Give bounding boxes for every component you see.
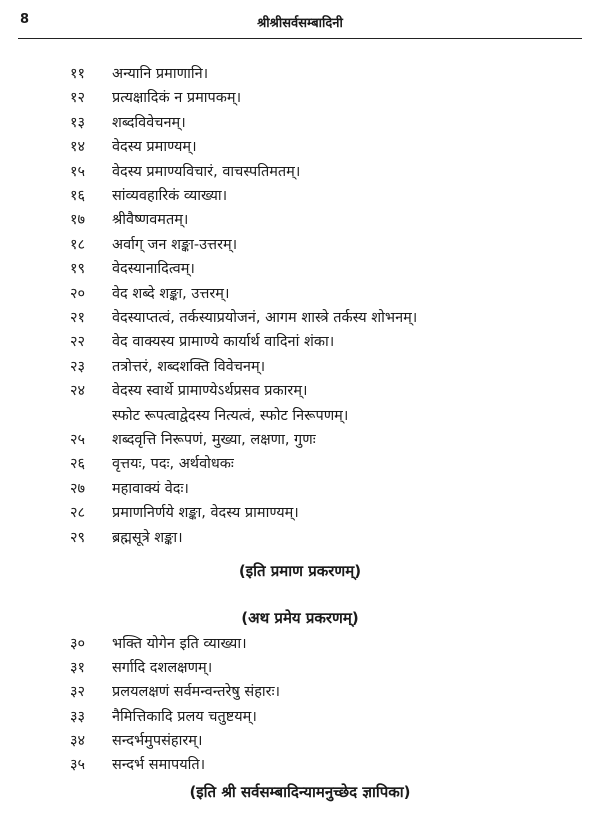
toc-entry	[70, 184, 227, 208]
toc-entry	[70, 355, 265, 379]
entry-number: ३५	[70, 757, 86, 773]
entry-text: वेद वाक्यस्य प्रामाण्ये कार्यार्थ वादिनां शंका।	[112, 334, 335, 350]
toc-entry	[70, 233, 237, 257]
toc-entry	[70, 705, 257, 729]
toc-entry	[70, 753, 205, 777]
toc-entry	[70, 428, 316, 452]
entry-number: ११	[70, 66, 86, 82]
entry-text: शब्दविवेचनम्।	[112, 115, 186, 131]
entry-number: ३४	[70, 733, 86, 749]
toc-entry	[70, 477, 189, 501]
entry-number: २६	[70, 456, 86, 472]
entry-text: वेदस्य स्वार्थे प्रामाण्येऽर्थप्रसव प्रकारम्।	[112, 383, 308, 399]
toc-entry	[70, 501, 299, 525]
toc-entry	[70, 452, 234, 476]
entry-number: २५	[70, 432, 86, 448]
running-title: श्रीश्रीसर्वसम्बादिनी	[257, 16, 343, 31]
entry-text: प्रलयलक्षणं सर्वमन्वन्तरेषु संहारः।	[112, 684, 281, 700]
entry-text: तत्रोत्तरं, शब्दशक्ति विवेचनम्।	[112, 359, 266, 375]
toc-entry	[70, 656, 212, 680]
entry-text: सन्दर्भ समापयति।	[112, 757, 206, 773]
entry-text: स्फोट रूपत्वाद्वेदस्य नित्यत्वं, स्फोट निरूपणम्।	[112, 408, 349, 424]
entry-number: १७	[70, 212, 86, 228]
entry-text: अन्यानि प्रमाणानि।	[112, 66, 209, 82]
entry-text: शब्दवृत्ति निरूपणं, मुख्या, लक्षणा, गुणः	[112, 432, 316, 448]
entry-text: महावाक्यं वेदः।	[112, 481, 189, 497]
entry-text: वृत्तयः, पदः, अर्थवोधकः	[112, 456, 234, 472]
entry-number: १९	[70, 261, 86, 277]
entry-number: २२	[70, 334, 86, 350]
entry-number: १६	[70, 188, 86, 204]
entry-text: वेद शब्दे शङ्का, उत्तरम्।	[112, 286, 230, 302]
entry-text: वेदस्य प्रमाण्यविचारं, वाचस्पतिमतम्।	[112, 164, 301, 180]
entry-number: ३३	[70, 709, 86, 725]
toc-entry	[70, 257, 195, 281]
entry-text: सांव्यवहारिकं व्याख्या।	[112, 188, 228, 204]
entry-text: प्रत्यक्षादिकं न प्रमापकम्।	[112, 90, 242, 106]
entry-number: २३	[70, 359, 86, 375]
entry-number: ३०	[70, 636, 86, 652]
entry-text: अर्वाग् जन शङ्का-उत्तरम्।	[112, 237, 238, 253]
toc-entry	[70, 135, 197, 159]
entry-text: ब्रह्मसूत्रे शङ्का।	[112, 530, 183, 546]
entry-text: श्रीवैष्णवमतम्।	[112, 212, 189, 228]
toc-entry	[70, 208, 188, 232]
entry-number: २०	[70, 286, 86, 302]
toc-entry	[70, 729, 202, 753]
section-closing: (इति श्री सर्वसम्बादिन्यामनुच्छेद ज्ञापिका)	[189, 783, 411, 801]
toc-entry	[70, 111, 186, 135]
toc-entry	[70, 62, 208, 86]
entry-number: २८	[70, 505, 86, 521]
toc-entry	[70, 160, 300, 184]
entry-number: २७	[70, 481, 86, 497]
entry-text: वेदस्यानादित्वम्।	[112, 261, 195, 277]
toc-entry	[70, 404, 348, 428]
toc-entry	[70, 306, 417, 330]
entry-text: नैमित्तिकादि प्रलय चतुष्टयम्।	[112, 709, 257, 725]
entry-number: २४	[70, 383, 86, 399]
toc-entry	[70, 379, 307, 403]
entry-number: ३२	[70, 684, 86, 700]
toc-entry	[70, 632, 247, 656]
entry-number: १५	[70, 164, 86, 180]
toc-entry	[70, 330, 334, 354]
entry-text: वेदस्याप्तत्वं, तर्कस्याप्रयोजनं, आगम शास्त्रे तर्कस्य शोभनम्।	[112, 310, 418, 326]
section-heading: (अथ प्रमेय प्रकरणम्)	[241, 609, 359, 627]
entry-number: २९	[70, 530, 86, 546]
entry-text: वेदस्य प्रमाण्यम्।	[112, 139, 197, 155]
toc-entry	[70, 86, 241, 110]
entry-number: १३	[70, 115, 86, 131]
entry-number: १४	[70, 139, 86, 155]
entry-number: ३१	[70, 660, 86, 676]
entry-number: १२	[70, 90, 86, 106]
toc-entry	[70, 680, 280, 704]
page-header	[18, 10, 582, 39]
entry-number: २१	[70, 310, 86, 326]
entry-text: भक्ति योगेन इति व्याख्या।	[112, 636, 247, 652]
entry-text: प्रमाणनिर्णये शङ्का, वेदस्य प्रामाण्यम्।	[112, 505, 299, 521]
section-closing: (इति प्रमाण प्रकरणम्)	[238, 562, 362, 580]
page-number: 8	[20, 12, 30, 27]
toc-entry	[70, 526, 183, 550]
entry-text: सन्दर्भमुपसंहारम्।	[112, 733, 203, 749]
entry-text: सर्गादि दशलक्षणम्।	[112, 660, 213, 676]
entry-number: १८	[70, 237, 86, 253]
toc-entry	[70, 282, 229, 306]
